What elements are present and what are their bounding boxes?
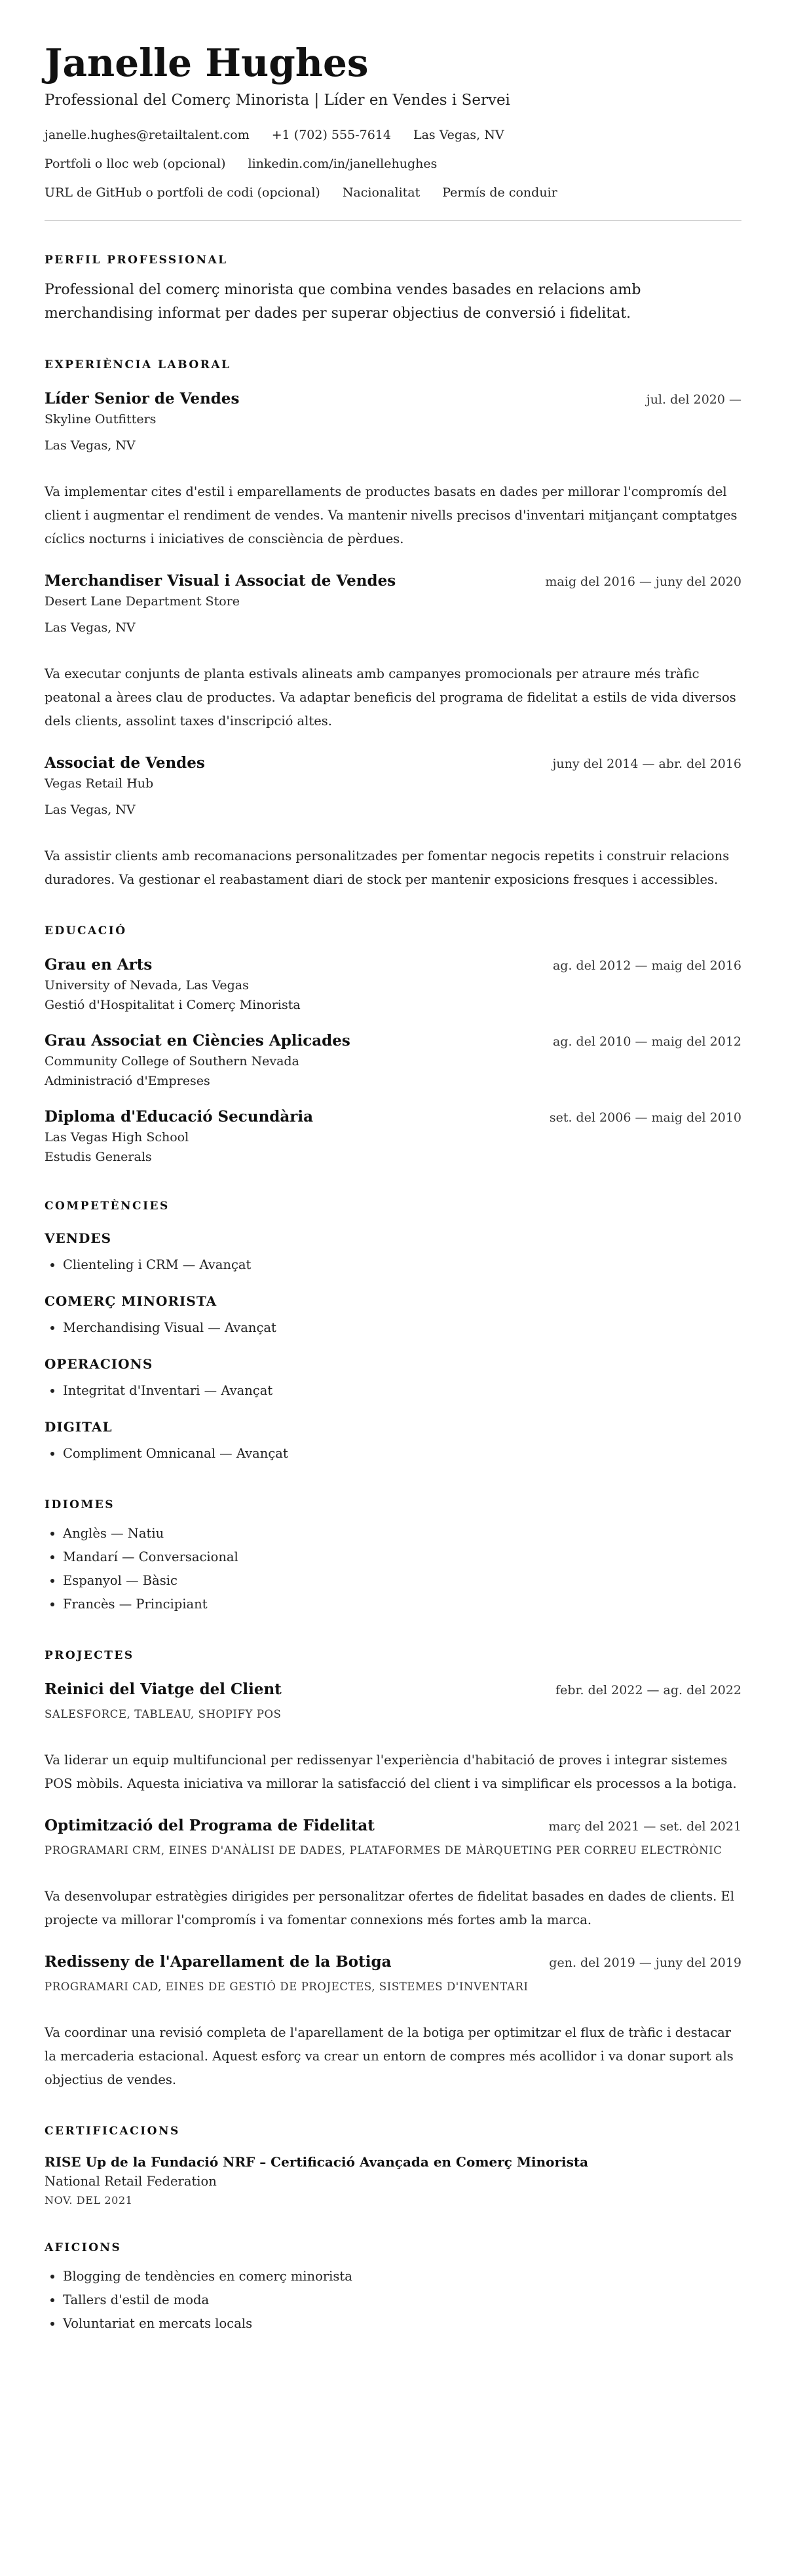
contact-row-3 <box>45 183 741 202</box>
resume-header <box>45 39 741 202</box>
section-title-certifications: CERTIFICACIONS <box>45 2125 180 2138</box>
project-description: Va desenvolupar estratègies dirigides per personalitzar ofertes de fidelitat basades en dades de clients. El projecte va millorar l'compromís i va fomentar connexions més fortes amb la marca. <box>45 1889 735 1927</box>
language-item: • Anglès — Natiu <box>63 1522 741 1545</box>
experience-dates: jul. del 2020 — <box>646 392 741 407</box>
skill-list <box>45 1253 741 1277</box>
experience-dates: maig del 2016 — juny del 2020 <box>545 575 741 589</box>
experience-entry <box>45 753 741 892</box>
candidate-name: Janelle Hughes <box>45 41 369 85</box>
contact-location: Las Vegas, NV <box>413 128 504 142</box>
contact-nationality: Nacionalitat <box>342 185 421 200</box>
section-title-languages: IDIOMES <box>45 1498 115 1511</box>
education-school: University of Nevada, Las Vegas <box>45 978 249 993</box>
language-item: • Mandarí — Conversacional <box>63 1545 741 1569</box>
project-tags: SALESFORCE, TABLEAU, SHOPIFY POS <box>45 1708 282 1720</box>
skill-group-title: VENDES <box>45 1230 112 1246</box>
skill-group <box>45 1228 741 1277</box>
skill-group-title: DIGITAL <box>45 1419 113 1435</box>
header-divider <box>45 220 741 221</box>
certification-date: NOV. DEL 2021 <box>45 2194 133 2207</box>
contact-portfolio[interactable]: Portfoli o lloc web (opcional) <box>45 157 226 171</box>
section-title-skills: COMPETÈNCIES <box>45 1200 170 1213</box>
hobby-item: • Voluntariat en mercats locals <box>63 2312 741 2336</box>
certification-entry <box>45 2152 741 2208</box>
education-school: Las Vegas High School <box>45 1130 189 1145</box>
contact-email[interactable]: janelle.hughes@retailtalent.com <box>45 128 250 142</box>
education-field: Estudis Generals <box>45 1150 152 1164</box>
project-dates: març del 2021 — set. del 2021 <box>548 1819 741 1834</box>
education-entry <box>45 955 741 1015</box>
education-degree: Grau Associat en Ciències Aplicades <box>45 1032 350 1050</box>
project-entry <box>45 1952 741 2092</box>
skill-list <box>45 1442 741 1466</box>
project-dates: gen. del 2019 — juny del 2019 <box>549 1956 741 1970</box>
project-dates: febr. del 2022 — ag. del 2022 <box>555 1683 741 1697</box>
experience-location: Las Vegas, NV <box>45 803 136 817</box>
skill-group-title: OPERACIONS <box>45 1356 153 1372</box>
profile-summary: Professional del comerç minorista que combina vendes basades en relacions amb merchandising informat per dades per superar objectius de conversió i fidelitat. <box>45 282 641 322</box>
skill-item: • Compliment Omnicanal — Avançat <box>63 1442 741 1466</box>
skill-item: • Clienteling i CRM — Avançat <box>63 1253 741 1277</box>
experience-description: Va assistir clients amb recomanacions personalitzades per fomentar negocis repetits i construir relacions duradores. Va gestionar el reabastament diari de stock per mantenir exposicions fresques i accessibles. <box>45 848 730 887</box>
project-tags: PROGRAMARI CRM, EINES D'ANÀLISI DE DADES, PLATAFORMES DE MÀRQUETING PER CORREU ELECTRÒNIC <box>45 1844 722 1857</box>
experience-dates: juny del 2014 — abr. del 2016 <box>552 757 741 771</box>
project-description: Va coordinar una revisió completa de l'aparellament de la botiga per optimitzar el flux de tràfic i destacar la mercaderia estacional. Aquest esforç va crear un entorn de compres més acollidor i va donar suport als objectius de vendes. <box>45 2025 734 2087</box>
contact-phone[interactable]: +1 (702) 555-7614 <box>271 128 391 142</box>
certification-name: RISE Up de la Fundació NRF – Certificació Avançada en Comerç Minorista <box>45 2154 589 2170</box>
skill-list <box>45 1379 741 1403</box>
section-title-profile: PERFIL PROFESSIONAL <box>45 254 228 267</box>
experience-company: Skyline Outfitters <box>45 412 157 426</box>
experience-location: Las Vegas, NV <box>45 620 136 635</box>
skill-list <box>45 1316 741 1340</box>
skill-item: • Merchandising Visual — Avançat <box>63 1316 741 1340</box>
skill-group <box>45 1354 741 1403</box>
hobby-list <box>45 2265 741 2336</box>
language-item: • Francès — Principiant <box>63 1593 741 1616</box>
experience-role: Merchandiser Visual i Associat de Vendes <box>45 572 396 590</box>
contact-row-2 <box>45 155 741 173</box>
project-description: Va liderar un equip multifuncional per redissenyar l'experiència d'habitació de proves i integrar sistemes POS mòbils. Aquesta iniciativa va millorar la satisfacció del client i va simplificar els processos a la botiga. <box>45 1752 737 1791</box>
contact-driving-license: Permís de conduir <box>442 185 557 200</box>
education-field: Gestió d'Hospitalitat i Comerç Minorista <box>45 998 301 1012</box>
section-title-experience: EXPERIÈNCIA LABORAL <box>45 358 231 371</box>
education-field: Administració d'Empreses <box>45 1074 210 1088</box>
section-title-education: EDUCACIÓ <box>45 924 127 938</box>
section-title-hobbies: AFICIONS <box>45 2241 122 2254</box>
contact-row-1 <box>45 126 741 144</box>
hobby-item: • Blogging de tendències en comerç minorista <box>63 2265 741 2288</box>
education-entry <box>45 1031 741 1091</box>
experience-entry <box>45 388 741 551</box>
contact-github[interactable]: URL de GitHub o portfoli de codi (opcional) <box>45 185 320 200</box>
experience-role: Associat de Vendes <box>45 754 205 772</box>
experience-role: Líder Senior de Vendes <box>45 390 240 407</box>
experience-description: Va executar conjunts de planta estivals alineats amb campanyes promocionals per atraure més tràfic peatonal a àrees clau de productes. Va adaptar beneficis del programa de fidelitat a estils de vida diversos dels clients, assolint taxes d'inscripció altes. <box>45 666 736 729</box>
project-tags: PROGRAMARI CAD, EINES DE GESTIÓ DE PROJECTES, SISTEMES D'INVENTARI <box>45 1980 529 1993</box>
candidate-headline: Professional del Comerç Minorista | Líder en Vendes i Servei <box>45 92 510 109</box>
experience-entry <box>45 571 741 733</box>
contact-linkedin[interactable]: linkedin.com/in/janellehughes <box>248 157 438 171</box>
project-name: Redisseny de l'Aparellament de la Botiga <box>45 1953 392 1971</box>
education-dates: ag. del 2010 — maig del 2012 <box>552 1034 741 1049</box>
project-entry <box>45 1679 741 1796</box>
project-name: Reinici del Viatge del Client <box>45 1680 282 1698</box>
experience-company: Vegas Retail Hub <box>45 776 154 791</box>
experience-description: Va implementar cites d'estil i emparellaments de productes basats en dades per millorar l'compromís del client i augmentar el rendiment de vendes. Va mantenir nivells precisos d'inventari mitjançant comptatges cíclics nocturns i iniciatives de consciència de pèrdues. <box>45 484 738 546</box>
education-degree: Grau en Arts <box>45 956 153 974</box>
education-school: Community College of Southern Nevada <box>45 1054 299 1069</box>
education-entry <box>45 1107 741 1167</box>
skill-group <box>45 1291 741 1340</box>
certification-issuer: National Retail Federation <box>45 2174 217 2189</box>
language-item: • Espanyol — Bàsic <box>63 1569 741 1593</box>
language-list <box>45 1522 741 1616</box>
skill-group-title: COMERÇ MINORISTA <box>45 1293 217 1309</box>
education-degree: Diploma d'Educació Secundària <box>45 1108 313 1126</box>
experience-location: Las Vegas, NV <box>45 438 136 453</box>
education-dates: set. del 2006 — maig del 2010 <box>549 1110 741 1125</box>
education-dates: ag. del 2012 — maig del 2016 <box>552 958 741 973</box>
experience-company: Desert Lane Department Store <box>45 594 240 609</box>
section-title-projects: PROJECTES <box>45 1649 134 1662</box>
project-name: Optimització del Programa de Fidelitat <box>45 1817 375 1834</box>
hobby-item: • Tallers d'estil de moda <box>63 2288 741 2312</box>
skill-group <box>45 1417 741 1466</box>
skill-item: • Integritat d'Inventari — Avançat <box>63 1379 741 1403</box>
project-entry <box>45 1815 741 1932</box>
